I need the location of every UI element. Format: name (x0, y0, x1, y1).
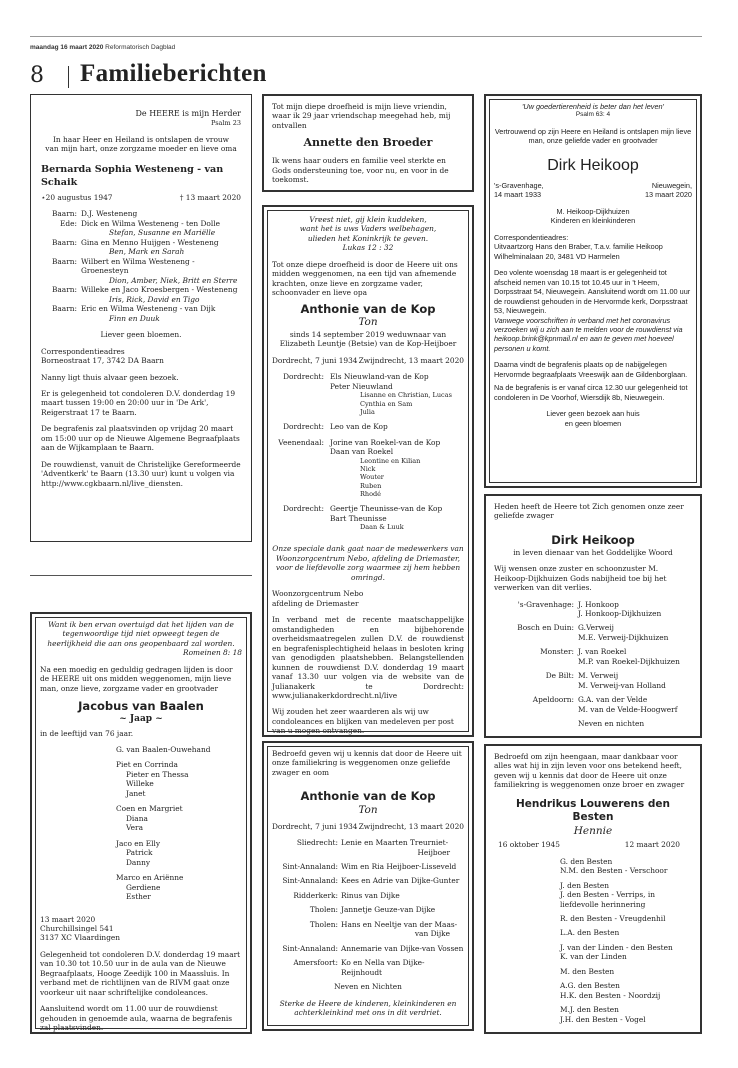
family-names: Jaco en Elly (116, 838, 161, 848)
family-names-cont: Heijboer (417, 847, 450, 857)
family-names: Coen en Margriet (116, 804, 183, 814)
nieces-line: Neven en nichten (578, 719, 645, 729)
service-info: Aansluitend wordt om 11.00 uur de rouwdienst gehouden in genoemde aula, waarna de begrafenis zal plaatsvinden. (40, 1004, 232, 1033)
family-entry (41, 209, 241, 218)
verse-ref: Romeinen 8: 18 (183, 648, 242, 658)
verse-ref: Psalm 63: 4 (575, 111, 611, 119)
intro: Tot mijn diepe droefheid is mijn lieve vriendin, waar ik 29 jaar vriendschap meegehad heb, mij ontvallen (272, 102, 451, 130)
notice-van-de-kop-family (262, 205, 474, 737)
location-line: Woonzorgcentrum Nebo (272, 589, 364, 599)
notice-den-besten (484, 744, 702, 1034)
grandchild: Ruben (360, 481, 382, 490)
death-date: 13 maart 2020 (644, 190, 692, 200)
family-names: M.J. den Besten (560, 1005, 619, 1015)
family-children: Stefan, Susanne en Mariëlle (109, 228, 216, 238)
family-group (560, 1005, 692, 1024)
family-names: G.A. van der Velde (578, 695, 648, 705)
burial-info: Daarna vindt de begrafenis plaats op de nabijgelegen Hervormde begraafplaats Vreeswijk aan de Gildenborglaan. (494, 360, 688, 379)
family-entry (494, 695, 692, 714)
verse-line: Vreest niet, gij klein kuddeken, (309, 215, 427, 224)
family-children: Finn en Duuk (109, 313, 160, 323)
family-names: J. den Besten (560, 880, 610, 890)
funeral-info: De begrafenis zal plaatsvinden op vrijdag 20 maart om 15:00 uur op de Nieuwe Algemene Begraafplaats aan de Wijkamplaan te Baarn. (41, 424, 240, 453)
visit-line: en geen bloemen (564, 418, 622, 428)
condolence-cards: Wij zouden het zeer waarderen als wij uw condoleances en blijken van medeleven per post van u mogen ontvangen. (272, 707, 454, 736)
thanks: Onze speciale dank gaat naar de medewerkers van Woonzorgcentrum Nebo, afdeling de Driemaster, voor de liefdevolle zorg waarmee zij hem hebben omringd. (272, 544, 464, 582)
family-place: Monster: (540, 647, 574, 657)
family-place: Tholen: (309, 919, 338, 929)
family-names: J. Honkoop (578, 599, 619, 609)
family-group (578, 647, 692, 666)
page-header: maandag 16 maart 2020 Reformatorisch Dagblad (30, 44, 176, 51)
notice-date (494, 736, 692, 738)
family-place: Bosch en Duin: (517, 623, 574, 633)
death-place: Nieuwegein, (651, 180, 692, 190)
family-place: Sint-Annaland: (282, 876, 338, 886)
family-place: Sliedrecht: (296, 838, 338, 848)
verse: Want ik ben ervan overtuigd dat het lijden van de tegenwoordige tijd niet opweegt tegen de heerlijkheid die aan ons geopenbaard zal worden. (47, 620, 235, 648)
grandchild: Gerdiene (126, 882, 161, 892)
verse-ref: Lukas 12 : 32 (342, 243, 394, 253)
family-list (494, 600, 692, 729)
family-place: De Bilt: (545, 671, 574, 681)
verse: De HEERE is mijn Herder (135, 109, 241, 118)
family-entry (494, 647, 692, 666)
message: Wij wensen onze zuster en schoonzuster M. Heikoop-Dijkhuizen Gods nabijheid toe bij het verwerken van dit verlies. (494, 564, 667, 593)
addr-line: 3137 XC Vlaardingen (40, 933, 121, 943)
addr-line: Churchillsingel 541 (40, 924, 114, 934)
grandchild: Julia (360, 407, 375, 416)
family-place: Dordrecht: (283, 422, 324, 432)
family-entry (494, 671, 692, 690)
family-place: Sint-Annaland: (282, 943, 338, 953)
intro-line: In haar Heer en Heiland is ontslapen de vrouw (53, 134, 229, 144)
birth-place: 's-Gravenhage, (494, 180, 544, 190)
family-list (41, 209, 241, 323)
family-group (560, 928, 692, 937)
inner-frame (267, 210, 469, 732)
family-group (578, 671, 692, 690)
family-names: J. van der Linden - den Besten (560, 942, 673, 952)
family-names: J. Honkoop-Dijkhuizen (578, 609, 662, 618)
deceased-name: Anthonie van de Kop (300, 301, 436, 316)
family-children: Ben, Mark en Sarah (109, 247, 185, 257)
family-group (560, 967, 692, 976)
verse: 'Uw goedertierenheid is beter dan het leven' (522, 102, 664, 111)
verse-ref: Psalm 23 (211, 119, 241, 128)
notice-heikoop-inlaws (484, 494, 702, 738)
grandchild: Rhodé (360, 489, 382, 498)
birth-date: Dordrecht, 7 juni 1934 (272, 355, 358, 365)
corr-line: Wilhelminalaan 20, 3481 VD Harmelen (494, 251, 620, 261)
birth-date: Dordrecht, 7 juni 1934 (272, 821, 358, 831)
condolence-info: Na de begrafenis is er vanaf circa 12.30 uur gelegenheid tot condoleren in De Voorhof, Wiersdijk 8b, Nieuwegein. (494, 383, 688, 402)
family-names: M. Verweij-van Holland (578, 680, 666, 690)
family-names: Rinus van Dijke (341, 890, 400, 900)
corr-label: Correspondentieadres (41, 346, 125, 356)
column-rule (30, 575, 252, 576)
family-names: M.P. van Roekel-Dijkhuizen (578, 656, 680, 666)
family-names: Gina en Menno Huijgen - Westeneng (81, 237, 219, 247)
flowers-note: Liever geen bloemen. (100, 330, 182, 340)
grandchild: Daan & Luuk (360, 523, 404, 532)
inner-frame (267, 746, 469, 1026)
family-names: L.A. den Besten (560, 928, 620, 938)
family-names: Jorine van Roekel-van de Kop (330, 437, 441, 447)
family-names: Hans en Neeltje van der Maas- (341, 919, 458, 929)
deceased-name: Dirk Heikoop (551, 532, 635, 547)
family-names: Wim en Ria Heijboer-Lisseveld (341, 861, 457, 871)
family-group (560, 914, 692, 923)
top-rule (30, 36, 702, 37)
widower-note: sinds 14 september 2019 weduwnaar van Elizabeth Leuntje (Betsie) van de Kop-Heijboer (279, 329, 457, 349)
family-children: Iris, Rick, David en Tigo (109, 294, 200, 304)
grandchild: Wouter (360, 473, 384, 482)
family-names: Marco en Ariënne (116, 873, 184, 883)
family-place: Dordrecht: (283, 372, 324, 382)
family-place: Baarn: (51, 285, 77, 295)
nickname: Hennie (573, 824, 613, 837)
inner-frame (489, 99, 697, 483)
service-info: De rouwdienst, vanuit de Christelijke Gereformeerde 'Adventkerk' te Baarn (13.30 uur) kunt u volgen via http://www.cgkbaarn.nl/live_diensten. (41, 459, 241, 488)
family-names: Piet en Corrinda (116, 760, 178, 770)
family-names: Daan van Roekel (330, 447, 394, 457)
family-group (560, 857, 692, 876)
family-names: G. van Baalen-Ouwehand (116, 744, 211, 754)
notice-van-de-kop-inlaws (262, 741, 474, 1031)
subtitle: in leven dienaar van het Goddelijke Woord (513, 547, 673, 557)
header-divider (68, 66, 69, 88)
birth-date: ⋆20 augustus 1947 (41, 193, 113, 203)
corr-address: Borneostraat 17, 3742 DA Baarn (41, 356, 164, 366)
deceased-name: Dirk Heikoop (547, 156, 639, 174)
grandchild: Cynthia en Sam (360, 399, 413, 408)
family-names-cont: van Dijke (414, 929, 450, 939)
family-names: H.K. den Besten - Noordzij (560, 990, 661, 1000)
rules-info: Vanwege voorschriften in verband met het coronavirus verzoeken wij u zich aan te melden voor de rouwdienst via heikoop.brink@kpnmail.nl en aan te geven met hoeveel personen u komt. (494, 315, 683, 353)
location-line: afdeling de Driemaster (272, 598, 359, 608)
grandchild: Leontine en Kilian (360, 456, 421, 465)
family-group (578, 695, 692, 714)
measures-info: In verband met de recente maatschappelijke omstandigheden en bijbehorende overheidsmaatregelen zullen D.V. de rouwdienst en begrafenisplechtigheid helaas in besloten kring van genodigden plaatshebben. Belangstellenden kunnen de rouwdienst D.V. donderdag 19 maart vanaf 13.30 uur volgen via de website van de Julianakerk te Dordrecht: www.julianakerkdordrecht.nl/live (272, 615, 464, 700)
family-names: Bart Theunisse (330, 513, 387, 523)
family-place: Dordrecht: (283, 504, 324, 514)
grandchild: Pieter en Thessa (126, 769, 189, 779)
family-group (578, 600, 692, 619)
intro: Heden heeft de Heere tot Zich genomen onze zeer geliefde zwager (494, 502, 684, 521)
death-date: Zwijndrecht, 13 maart 2020 (358, 355, 464, 365)
family-children: Dion, Amber, Niek, Britt en Sterre (109, 275, 238, 285)
family-place: Baarn: (51, 209, 77, 219)
home-note: Nanny ligt thuis alvaar geen bezoek. (41, 372, 179, 382)
family-list (494, 857, 692, 1025)
family-entry (494, 600, 692, 619)
family-names: Kees en Adrie van Dijke-Gunter (341, 876, 460, 886)
message: Ik wens haar ouders en familie veel sterkte en Gods ondersteuning toe, voor nu, en voor in de toekomst. (272, 156, 449, 185)
family-place: Sint-Annaland: (282, 861, 338, 871)
family-place: Apeldoorn: (532, 695, 574, 705)
grandchild: Vera (126, 823, 143, 833)
family-names: M. Verweij (578, 671, 619, 681)
family-names: M. den Besten (560, 966, 615, 976)
family-place: Amersfoort: (293, 958, 338, 968)
death-date: 12 maart 2020 (624, 840, 680, 850)
intro: Vertrouwend op zijn Heere en Heiland is ontslapen mijn lieve man, onze geliefde vader en grootvader (494, 126, 692, 146)
family-entry (41, 238, 241, 247)
family-names: M.E. Verweij-Dijkhuizen (578, 632, 669, 642)
death-date: † 13 maart 2020 (179, 193, 241, 203)
family-names: Ko en Nella van Dijke-Reijnhoudt (341, 958, 425, 977)
family-line: Kinderen en kleinkinderen (550, 216, 636, 226)
notice-date: 13 maart 2020 (40, 914, 96, 924)
condolence-info: Gelegenheid tot condoleren D.V. donderdag 19 maart van 10.30 tot 10.50 uur in de aula van de Nieuwe Begraafplaats, Hooge Zeedijk 100 in Maassluis. In verband met de richtlijnen van de RIVM gaat onze voorkeur uit naar schriftelijke condoleances. (40, 949, 241, 997)
verse-line: want het is uws Vaders welbehagen, (299, 224, 437, 234)
family-names: K. van der Linden (560, 952, 627, 962)
deceased-name: Bernarda Sophia Westeneng - van Schaik (41, 164, 224, 188)
nickname: Ton (358, 804, 378, 817)
condolence-info: Er is gelegenheid tot condoleren D.V. donderdag 19 maart tussen 19:00 en 20:00 uur in 'De Ark', Reigerstraat 17 te Baarn. (41, 388, 236, 417)
grandchild: Lisanne en Christian, Lucas (360, 391, 452, 400)
intro-line: van mijn hart, onze zorgzame moeder en lieve oma (45, 144, 237, 154)
family-group (560, 981, 692, 1000)
family-names: N.M. den Besten - Verschoor (560, 866, 668, 876)
intro: Bedroefd geven wij u kennis dat door de Heere uit onze familiekring is weggenomen onze geliefde zwager en oom (272, 749, 462, 777)
corr-label: Correspondentieadres: (494, 232, 569, 242)
family-names: Willeke en Jaco Kroesbergen - Westeneng (81, 285, 238, 295)
family-line: M. Heikoop-Dijkhuizen (556, 206, 630, 216)
nickname: Ton (358, 316, 378, 329)
family-names: R. den Besten - Vreugdenhil (560, 914, 666, 923)
grandchild: Janet (126, 788, 146, 798)
family-names: Jannetje Geuze-van Dijke (341, 905, 436, 915)
grandchild: Nick (360, 464, 376, 473)
corr-line: Uitvaartzorg Hans den Braber, T.a.v. familie Heikoop (494, 242, 663, 252)
intro: Na een moedig en geduldig gedragen lijden is door de HEERE uit ons midden weggenomen, mijn lieve man, onze lieve, zorgzame vader en grootvader (40, 664, 233, 693)
deceased-name: Hendrikus Louwerens den Besten (515, 797, 671, 824)
grandchild: Danny (126, 857, 151, 867)
death-date: Zwijndrecht, 13 maart 2020 (358, 821, 464, 831)
family-names: Eric en Wilma Westeneng - van Dijk (81, 304, 216, 314)
signature (272, 191, 464, 192)
birth-date: 16 oktober 1945 (498, 840, 560, 850)
birth-date: 14 maart 1933 (494, 190, 542, 200)
family-place: Baarn: (51, 304, 77, 314)
family-place: Veenendaal: (278, 437, 324, 447)
family-group (560, 881, 692, 909)
family-entry (41, 257, 241, 276)
family-place: Baarn: (51, 256, 77, 266)
family-place: Tholen: (309, 905, 338, 915)
family-entry (41, 285, 241, 294)
notice-westeneng (30, 94, 252, 542)
family-names: Peter Nieuwland (330, 381, 393, 391)
notice-heikoop-family (484, 94, 702, 488)
family-names: A.G. den Besten (560, 981, 620, 991)
family-names: J. den Besten - Verrips, in liefdevolle herinnering (560, 890, 656, 909)
family-names: M. van de Velde-Hoogwerf (578, 704, 678, 714)
nieces-line: Neven en Nichten (334, 982, 402, 992)
intro: Tot onze diepe droefheid is door de Heere uit ons midden weggenomen, na een tijd van afnemende krachten, onze lieve en zorgzame vader, schoonvader en lieve opa (272, 259, 458, 298)
family-names: Leo van de Kop (330, 422, 388, 432)
family-group (578, 623, 692, 642)
family-names: Dick en Wilma Westeneng - ten Dolle (81, 218, 220, 228)
nickname: ~ Jaap ~ (119, 714, 163, 724)
grandchild: Esther (126, 892, 151, 902)
age: in de leeftijd van 76 jaar. (40, 728, 134, 738)
deceased-name: Anthonie van de Kop (300, 789, 436, 804)
family-names: G. den Besten (560, 856, 613, 866)
grandchild: Patrick (126, 848, 153, 858)
family-entry (41, 219, 241, 228)
visit-line: Liever geen bezoek aan huis (546, 409, 640, 419)
family-names: J. van Roekel (578, 647, 627, 657)
notice-van-baalen (30, 612, 252, 1034)
inner-frame (35, 617, 247, 1029)
family-names: G.Verweij (578, 623, 614, 633)
family-names: D.J. Westeneng (81, 209, 138, 219)
family-names: Geertje Theunisse-van de Kop (330, 504, 443, 514)
family-place: Baarn: (51, 237, 77, 247)
page-number: 8 (30, 63, 44, 88)
intro: Bedroefd om zijn heengaan, maar dankbaar voor alles wat hij in zijn leven voor ons betekend heeft, geven wij u kennis dat door de Heere uit onze familiekring is weggenomen onze broer en zwager (494, 752, 685, 790)
grandchild: Diana (126, 813, 148, 823)
verse-line: ulieden het Koninkrijk te geven. (307, 233, 429, 243)
family-place: Ede: (60, 218, 77, 228)
family-names: Wilbert en Wilma Westeneng - Groenesteyn (81, 256, 195, 276)
grandchild: Willeke (126, 779, 154, 789)
family-names: J.H. den Besten - Vogel (560, 1014, 646, 1024)
notice-den-broeder (262, 94, 474, 192)
family-names: Lenie en Maarten Treurniet- (341, 838, 449, 848)
deceased-name: Annette den Broeder (303, 136, 433, 150)
closing: Sterke de Heere de kinderen, kleinkinderen en achterkleinkind met ons in dit verdriet. (279, 998, 457, 1018)
family-place: 's-Gravenhage: (517, 599, 574, 609)
family-entry (494, 623, 692, 642)
family-entry (41, 304, 241, 313)
family-names: Annemarie van Dijke-van Vossen (341, 943, 464, 953)
deceased-name: Jacobus van Baalen (78, 699, 204, 714)
family-place: Ridderkerk: (293, 890, 338, 900)
family-names: Els Nieuwland-van de Kop (330, 372, 429, 382)
service-info: Deo volente woensdag 18 maart is er gelegenheid tot afscheid nemen van 10.15 tot 10.45 uur in 't Heem, Dorpsstraat 54, Nieuwegein. Aansluitend wordt om 11.00 uur de rouwdienst gehouden in de Hervormde kerk, Dorpsstraat 53, Nieuwegein. (494, 268, 691, 316)
page-title: Familieberichten (80, 60, 267, 87)
family-group (560, 943, 692, 962)
